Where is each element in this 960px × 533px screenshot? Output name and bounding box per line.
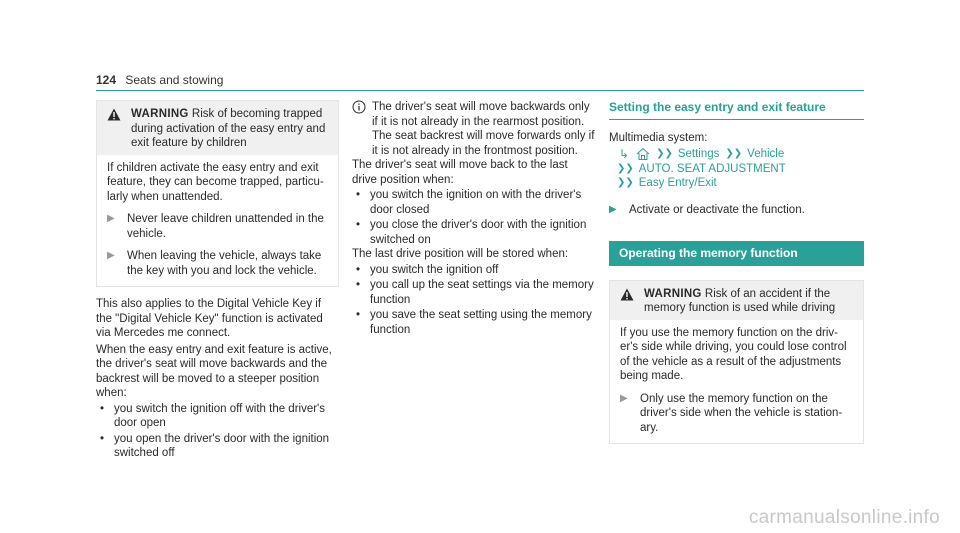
bullet-list [352,263,595,338]
column-left [96,100,339,461]
section-bar: Operating the memory function [609,241,864,266]
step-arrow-icon: ▶ [107,213,115,224]
instruction-step [609,203,864,218]
paragraph: The driver's seat will move back to the last drive position when: [352,159,568,186]
system-label: Multimedia system: [609,131,708,144]
page-number: 124 [96,73,117,87]
watermark: carmanualsonline.info [748,506,940,528]
warning-triangle-icon [620,288,634,301]
path-item: AUTO. SEAT ADJUSTMENT [638,162,786,175]
note-block [352,100,595,158]
paragraph: When the easy entry and exit feature is active, the driver's seat will move backwards and the backrest will be moved to a steeper position when: [96,343,332,399]
path-start-icon: ↳ [619,147,630,161]
step-text: Activate or deactivate the function. [629,203,805,216]
warning-step [620,392,853,436]
warning-header [610,281,863,320]
info-icon [352,100,366,114]
warning-step [107,212,328,241]
list-item: • you switch the ignition on with the driver's door closed [356,189,582,216]
path-item: Vehicle [747,148,785,160]
warning-label: WARNING [644,287,702,300]
warning-triangle-icon [107,108,121,121]
warning-text: If children activate the easy entry and exit feature, they can become trapped, particu- larly when unattended. [107,161,324,203]
warning-body [610,320,863,444]
paragraph: This also applies to the Digital Vehicle Key if the "Digital Vehicle Key" function is activated via Mercedes me connect. [96,298,323,339]
step-text: Never leave children unattended in the vehicle. [127,213,324,240]
header-rule [96,90,864,91]
step-arrow-icon: ▶ [107,250,115,261]
step-arrow-icon: ▶ [609,203,617,215]
warning-box-trapped [96,100,339,287]
step-text: When leaving the vehicle, always take the key with you and lock the vehicle. [127,250,322,277]
chevron-right-icon: ❯❯ [617,162,634,174]
note-text: The driver's seat will move backwards only if it is not already in the rearmost position. The seat backrest will move forwards only if it is not already in the frontmost position. [372,101,595,157]
warning-title: Risk of an accident if the memory function is used while driving [644,287,836,314]
column-right [609,100,864,444]
section-heading: Setting the easy entry and exit feature [609,100,864,120]
warning-step [107,249,328,278]
bullet-list [352,188,595,247]
home-icon [636,147,650,161]
list-item: • you open the driver's door with the ignition switched off [100,432,330,459]
warning-text: If you use the memory function on the driv- er's side while driving, you could lose control of the vehicle as a result of the adjustments being made. [620,326,847,382]
section-name: Seats and stowing [125,73,224,87]
chevron-right-icon: ❯❯ [725,148,743,159]
warning-title: Risk of becoming trapped during activation of the easy entry and exit feature by children [131,108,326,149]
warning-label: WARNING [131,108,189,120]
list-item: • you call up the seat settings via the memory function [356,279,594,306]
list-item: • you switch the ignition off [356,263,499,276]
warning-box-memory [609,280,864,445]
list-item: • you save the seat setting using the memory function [356,309,592,336]
chevron-right-icon: ❯❯ [617,177,634,188]
column-middle [352,100,595,337]
warning-body [97,155,338,287]
list-item: • you switch the ignition off with the driver's door open [100,402,326,429]
warning-header [97,101,338,155]
menu-path [609,147,864,191]
step-arrow-icon: ▶ [620,392,628,404]
chevron-right-icon: ❯❯ [656,148,673,159]
bullet-list [96,402,339,461]
path-item: Settings [677,148,720,160]
list-item: • you close the driver's door with the ignition switched on [356,219,587,246]
paragraph: The last drive position will be stored when: [352,248,569,260]
path-item: Easy Entry/Exit [638,177,717,189]
page-header [96,73,223,88]
step-text: Only use the memory function on the driver's side when the vehicle is station- ary. [640,392,843,434]
